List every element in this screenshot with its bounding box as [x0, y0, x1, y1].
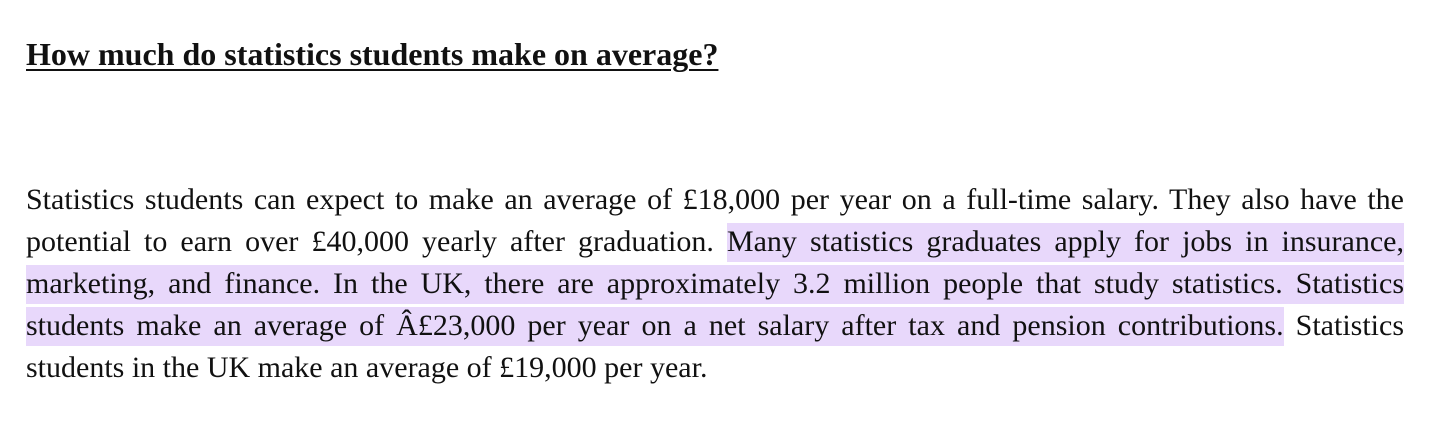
paragraph-plain-end: Statistics students in the UK make an average of £19,000 per year. [26, 309, 1404, 384]
article-heading: How much do statistics students make on average? [26, 36, 719, 72]
paragraph-highlighted-text: Many statistics graduates apply for jobs in insurance, marketing, and finance. In the UK, there are approximately 3.2 million people that study statistics. Statistics students make an average of Â£23,000 per year on a net salary after tax and pension contributions. [26, 223, 1404, 346]
paragraph-plain-start: Statistics students can expect to make an average of £18,000 per year on a full-time salary. They also have the potential to earn over £40,000 yearly after graduation. [26, 183, 1404, 258]
article-paragraph [26, 179, 1404, 389]
